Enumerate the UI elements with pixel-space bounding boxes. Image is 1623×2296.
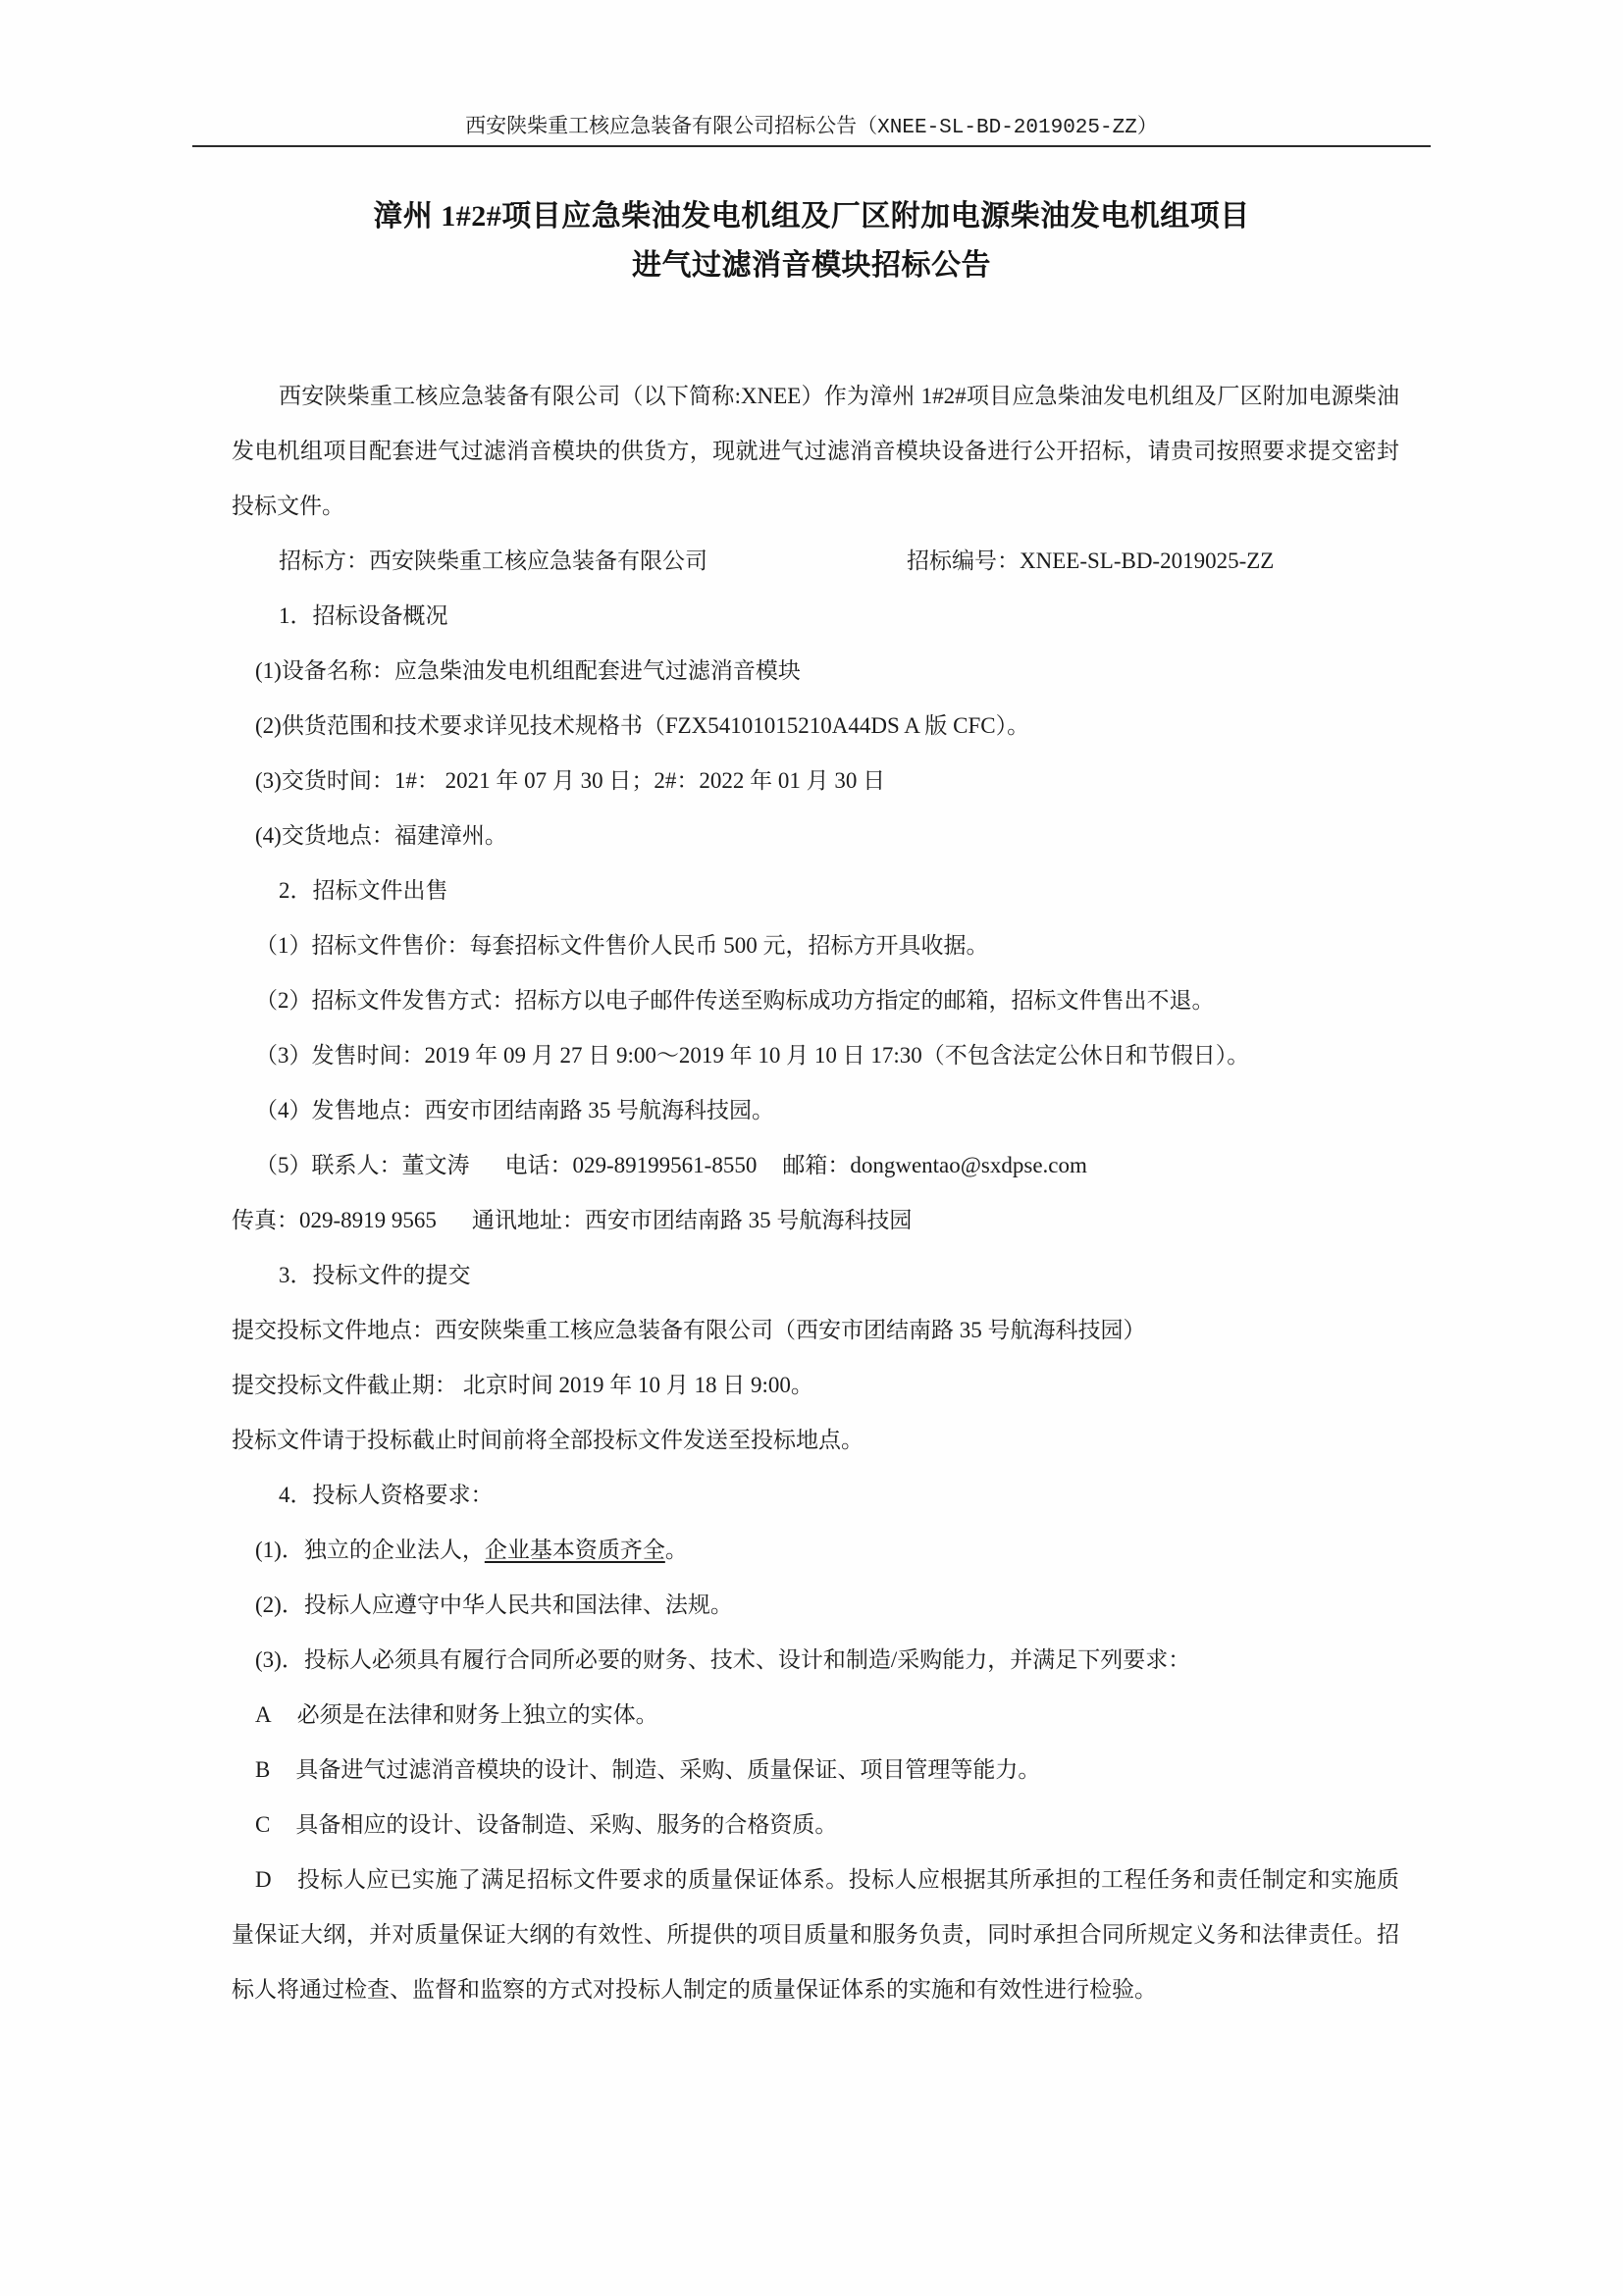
section3-item1: 提交投标文件地点：西安陕柴重工核应急装备有限公司（西安市团结南路 35 号航海科技园） [232,1318,1146,1342]
section4-sub-b-label: B [255,1757,271,1782]
page-title-line1: 漳州 1#2#项目应急柴油发电机组及厂区附加电源柴油发电机组项目 [373,200,1250,233]
contact-address: 通讯地址：西安市团结南路 35 号航海科技园 [471,1208,913,1232]
section4-item3: (3)．投标人必须具有履行合同所必要的财务、技术、设计和制造/采购能力，并满足下列要求： [255,1647,1191,1672]
section4-sub-c-text: 具备相应的设计、设备制造、采购、服务的合格资质。 [295,1812,838,1837]
section1-item2: (2)供货范围和技术要求详见技术规格书（FZX54101015210A44DS A 版 CFC）。 [255,713,1030,738]
section4-sub-a-text: 必须是在法律和财务上独立的实体。 [296,1702,658,1727]
section2-contact-row [232,1138,1399,1193]
contact-fax: 传真：029-8919 9565 [232,1208,437,1232]
section4-item1-underlined: 企业基本资质齐全 [484,1538,665,1562]
header-divider [192,145,1431,147]
tenderer-label: 招标方：西安陕柴重工核应急装备有限公司 [279,548,707,573]
section4-sub-c-label: C [255,1812,271,1837]
contact-email: 邮箱：dongwentao@sxdpse.com [782,1153,1087,1177]
document-body [232,369,1399,2017]
section4-sub-c [232,1798,1399,1852]
section2-item4: （4）发售地点：西安市团结南路 35 号航海科技园。 [255,1098,774,1122]
tender-party-row [232,534,1399,589]
section1-item1: (1)设备名称：应急柴油发电机组配套进气过滤消音模块 [255,658,801,683]
section4-item1-pre: (1)．独立的企业法人， [255,1538,485,1562]
section4-sub-b-text: 具备进气过滤消音模块的设计、制造、采购、质量保证、项目管理等能力。 [295,1757,1041,1782]
section2-heading: 2．招标文件出售 [279,878,448,903]
page-title [232,192,1391,290]
contact-person: （5）联系人：董文涛 [255,1153,470,1177]
section2-item3: （3）发售时间：2019 年 09 月 27 日 9:00～2019 年 10 月 10 日 17:30（不包含法定公休日和节假日）。 [255,1043,1250,1068]
section1-item3: (3)交货时间：1#： 2021 年 07 月 30 日；2#：2022 年 01 月 30 日 [255,768,886,793]
section4-sub-a [232,1688,1399,1743]
section4-heading: 4．投标人资格要求： [279,1483,494,1507]
section3-item2: 提交投标文件截止期： 北京时间 2019 年 10 月 18 日 9:00。 [232,1373,813,1397]
section4-item1-post: 。 [664,1538,688,1562]
section4-item1 [232,1523,1399,1578]
section1-heading: 1．招标设备概况 [279,603,448,628]
intro-paragraph: 西安陕柴重工核应急装备有限公司（以下简称:XNEE）作为漳州 1#2#项目应急柴油发电机组及厂区附加电源柴油发电机组项目配套进气过滤消音模块的供货方，现就进气过滤消音模块设备进行公开招标，请贵司按照要求提交密封投标文件。 [232,384,1399,518]
section2-fax-row [232,1193,1399,1248]
section3-item3: 投标文件请于投标截止时间前将全部投标文件发送至投标地点。 [232,1428,864,1452]
section4-item2: (2)．投标人应遵守中华人民共和国法律、法规。 [255,1592,733,1617]
page-header: 西安陕柴重工核应急装备有限公司招标公告（XNEE-SL-BD-2019025-ZZ） [465,117,1158,139]
contact-phone: 电话：029-89199561-8550 [504,1153,758,1177]
section1-item4: (4)交货地点：福建漳州。 [255,823,507,848]
section3-heading: 3．投标文件的提交 [279,1263,471,1287]
section4-sub-d-text: 投标人应已实施了满足招标文件要求的质量保证体系。投标人应根据其所承担的工程任务和责任制定和实施质量保证大纲，并对质量保证大纲的有效性、所提供的项目质量和服务负责，同时承担合同所规定义务和法律责任。招标人将通过检查、监督和监察的方式对投标人制定的质量保证体系的实施和有效性进行检验。 [232,1867,1399,2002]
section4-sub-b [232,1743,1399,1798]
section4-sub-d-label: D [255,1867,272,1892]
page-title-line2: 进气过滤消音模块招标公告 [632,249,991,282]
section2-item2: （2）招标文件发售方式：招标方以电子邮件传送至购标成功方指定的邮箱，招标文件售出不退。 [255,988,1215,1013]
section4-sub-a-label: A [255,1702,272,1727]
tender-number-label: 招标编号：XNEE-SL-BD-2019025-ZZ [907,548,1275,573]
section2-item1: （1）招标文件售价：每套招标文件售价人民币 500 元，招标方开具收据。 [255,933,989,958]
section4-sub-d [232,1852,1399,2017]
